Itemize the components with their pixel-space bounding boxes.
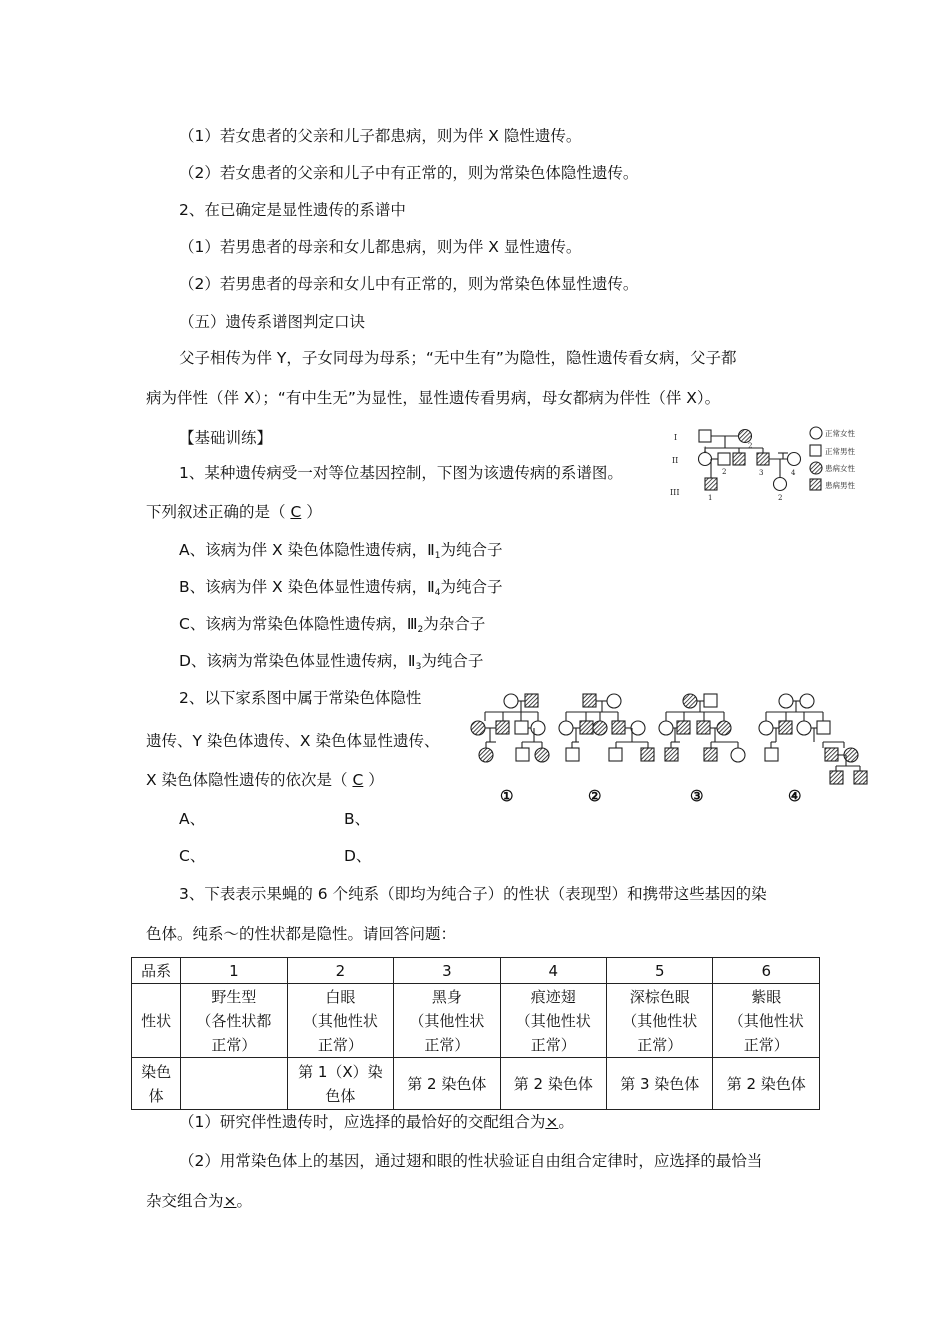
table-row-chromosomes xyxy=(132,1058,820,1110)
cell-line: 正常） xyxy=(424,1035,470,1054)
cell-line: 黑身 xyxy=(431,987,462,1006)
svg-text:2: 2 xyxy=(778,494,783,502)
svg-text:1: 1 xyxy=(703,446,708,454)
mnemonic-line-2: 病为伴性（伴 X）；“有中生无”为显性，显性遗传看男病，母女都病为伴性（伴 X）。 xyxy=(146,389,721,407)
q2-option-d: D、 xyxy=(344,847,372,865)
cell-line: 正常） xyxy=(530,1035,576,1054)
legend-affected-male: 患病男性 xyxy=(825,481,855,490)
q3-sub-question-2-line-1: （2）用常染色体上的基因，通过翅和眼的性状验证自由组合定律时，应选择的最恰当 xyxy=(179,1152,763,1170)
table-header-cell: 6 xyxy=(713,958,820,984)
table-header-cell: 4 xyxy=(500,958,606,984)
text-line-5: （2）若男患者的母亲和女儿中有正常的，则为常染色体显性遗传。 xyxy=(179,275,639,293)
q3-stem-line-2: 色体。纯系～的性状都是隐性。请回答问题： xyxy=(146,925,457,943)
text-line-1: （1）若女患者的父亲和儿子都患病，则为伴 X 隐性遗传。 xyxy=(179,127,582,145)
cell-line: 第 1（X）染 xyxy=(298,1062,383,1081)
pedigree-label-3: ③ xyxy=(690,787,704,805)
table-cell xyxy=(181,1058,287,1110)
q3-sub2-blank: × xyxy=(223,1192,237,1210)
cell-line: （其他性状 xyxy=(728,1011,804,1030)
q1-option-d-sub: 3 xyxy=(415,662,422,672)
q2-option-c: C、 xyxy=(179,847,206,865)
q3-sub2-end: 。 xyxy=(236,1192,253,1210)
gen-label-2: II xyxy=(672,456,679,465)
cell-line: 染色 xyxy=(141,1062,172,1081)
table-cell xyxy=(713,984,820,1058)
q1-option-c-sub: 2 xyxy=(417,625,424,635)
q2-pedigree-figures xyxy=(466,688,876,810)
table-cell xyxy=(181,984,287,1058)
table-cell xyxy=(394,984,500,1058)
q1-option-b-post: 为纯合子 xyxy=(440,578,503,596)
pedigree-4 xyxy=(759,694,867,784)
q2-option-b: B、 xyxy=(344,810,371,828)
q2-option-a: A、 xyxy=(179,810,206,828)
cell-line: 色体 xyxy=(325,1086,356,1105)
q3-sub1-blank: × xyxy=(545,1113,559,1131)
q1-option-c xyxy=(179,614,485,640)
table-header-cell: 品系 xyxy=(132,958,181,984)
cell-line: （各性状都 xyxy=(196,1011,272,1030)
svg-text:2: 2 xyxy=(748,442,753,450)
q2-answer: C xyxy=(352,771,364,789)
q2-stem-text: X 染色体隐性遗传的依次是（ xyxy=(146,771,353,789)
pedigree-label-4: ④ xyxy=(788,787,802,805)
cell-line: 正常） xyxy=(317,1035,363,1054)
q3-sub1-text: （1）研究伴性遗传时，应选择的最恰好的交配组合为 xyxy=(179,1113,546,1131)
svg-text:4: 4 xyxy=(791,469,796,477)
table-cell xyxy=(287,984,393,1058)
q2-stem-line-2: 遗传、Y 染色体遗传、X 染色体显性遗传、 xyxy=(146,732,440,750)
q1-option-d-text: D、该病为常染色体显性遗传病，Ⅱ xyxy=(179,652,416,670)
svg-text:1: 1 xyxy=(708,494,713,502)
cell-line: 体 xyxy=(148,1086,164,1105)
table-header-row xyxy=(132,958,820,984)
table-cell xyxy=(287,1058,393,1110)
mnemonic-line-1: 父子相传为伴 Y，子女同母为母系；“无中生有”为隐性，隐性遗传看女病，父子都 xyxy=(179,349,737,367)
q1-option-c-text: C、该病为常染色体隐性遗传病，Ⅲ xyxy=(179,615,418,633)
pedigree-label-1: ① xyxy=(500,787,514,805)
cell-line: （其他性状 xyxy=(302,1011,378,1030)
cell-line: 白眼 xyxy=(325,987,356,1006)
q1-pedigree-figure xyxy=(660,420,880,510)
table-cell: 第 2 染色体 xyxy=(500,1058,606,1110)
q1-stem-line-2 xyxy=(146,502,322,522)
q1-stem-line-1: 1、某种遗传病受一对等位基因控制，下图为该遗传病的系谱图。 xyxy=(179,464,623,482)
text-line-2: （2）若女患者的父亲和儿子中有正常的，则为常染色体隐性遗传。 xyxy=(179,164,639,182)
table-header-cell: 3 xyxy=(394,958,500,984)
q3-sub1-end: 。 xyxy=(558,1113,574,1131)
text-line-3: 2、在已确定是显性遗传的系谱中 xyxy=(179,201,406,219)
pedigree-3 xyxy=(659,694,745,762)
table-cell: 第 3 染色体 xyxy=(607,1058,713,1110)
cell-line: 痕迹翅 xyxy=(530,987,576,1006)
cell-line: （其他性状 xyxy=(409,1011,485,1030)
q1-stem-text: 下列叙述正确的是（ xyxy=(146,503,291,521)
cell-line: 正常） xyxy=(211,1035,257,1054)
pedigree-1 xyxy=(471,694,549,762)
table-header-cell: 1 xyxy=(181,958,287,984)
q1-option-a xyxy=(179,540,502,566)
cell-line: （其他性状 xyxy=(515,1011,591,1030)
q1-option-a-sub: 1 xyxy=(434,551,441,561)
cell-line: （其他性状 xyxy=(622,1011,698,1030)
q2-stem-line-1: 2、以下家系图中属于常染色体隐性 xyxy=(179,689,422,707)
gen-label-3: III xyxy=(670,488,680,497)
q1-option-a-text: A、该病为伴 X 染色体隐性遗传病，Ⅱ xyxy=(179,541,435,559)
basic-training-heading: 【基础训练】 xyxy=(179,429,273,447)
q1-option-c-post: 为杂合子 xyxy=(423,615,486,633)
q1-option-b-text: B、该病为伴 X 染色体显性遗传病，Ⅱ xyxy=(179,578,435,596)
q1-option-d xyxy=(179,651,483,677)
trait-row-label: 性状 xyxy=(132,984,181,1058)
q1-answer: C xyxy=(290,503,302,521)
gen-label-1: I xyxy=(674,433,678,442)
q1-option-b-sub: 4 xyxy=(434,588,441,598)
table-cell xyxy=(500,984,606,1058)
pedigree-label-2: ② xyxy=(588,787,602,805)
cell-line: 紫眼 xyxy=(751,987,782,1006)
table-header-cell: 5 xyxy=(607,958,713,984)
svg-text:3: 3 xyxy=(759,469,764,477)
q2-stem-close: ） xyxy=(363,771,384,789)
q3-sub2-text: 杂交组合为 xyxy=(146,1192,224,1210)
chromosome-row-label xyxy=(132,1058,181,1110)
table-cell xyxy=(607,984,713,1058)
q3-stem-line-1: 3、下表表示果蝇的 6 个纯系（即均为纯合子）的性状（表现型）和携带这些基因的染 xyxy=(179,885,767,903)
svg-text:2: 2 xyxy=(722,468,727,476)
cell-line: 深棕色眼 xyxy=(629,987,690,1006)
q2-stem-line-3 xyxy=(146,770,384,790)
section-heading: （五）遗传系谱图判定口诀 xyxy=(179,313,366,331)
q1-stem-close: ） xyxy=(301,503,322,521)
table-row-traits xyxy=(132,984,820,1058)
cell-line: 正常） xyxy=(637,1035,683,1054)
q1-option-b xyxy=(179,577,503,603)
text-line-4: （1）若男患者的母亲和女儿都患病，则为伴 X 显性遗传。 xyxy=(179,238,582,256)
fruitfly-trait-table xyxy=(131,957,820,1110)
q3-sub-question-2-line-2 xyxy=(146,1191,252,1211)
table-cell: 第 2 染色体 xyxy=(394,1058,500,1110)
cell-line: 正常） xyxy=(743,1035,789,1054)
legend-normal-male: 正常男性 xyxy=(825,447,855,456)
pedigree-2 xyxy=(559,694,654,761)
table-cell: 第 2 染色体 xyxy=(713,1058,820,1110)
cell-line: 野生型 xyxy=(211,987,257,1006)
q3-sub-question-1 xyxy=(179,1112,574,1132)
table-header-cell: 2 xyxy=(287,958,393,984)
legend-normal-female: 正常女性 xyxy=(825,429,855,438)
q1-option-d-post: 为纯合子 xyxy=(421,652,484,670)
q1-option-a-post: 为纯合子 xyxy=(440,541,503,559)
legend-affected-female: 患病女性 xyxy=(825,464,855,473)
